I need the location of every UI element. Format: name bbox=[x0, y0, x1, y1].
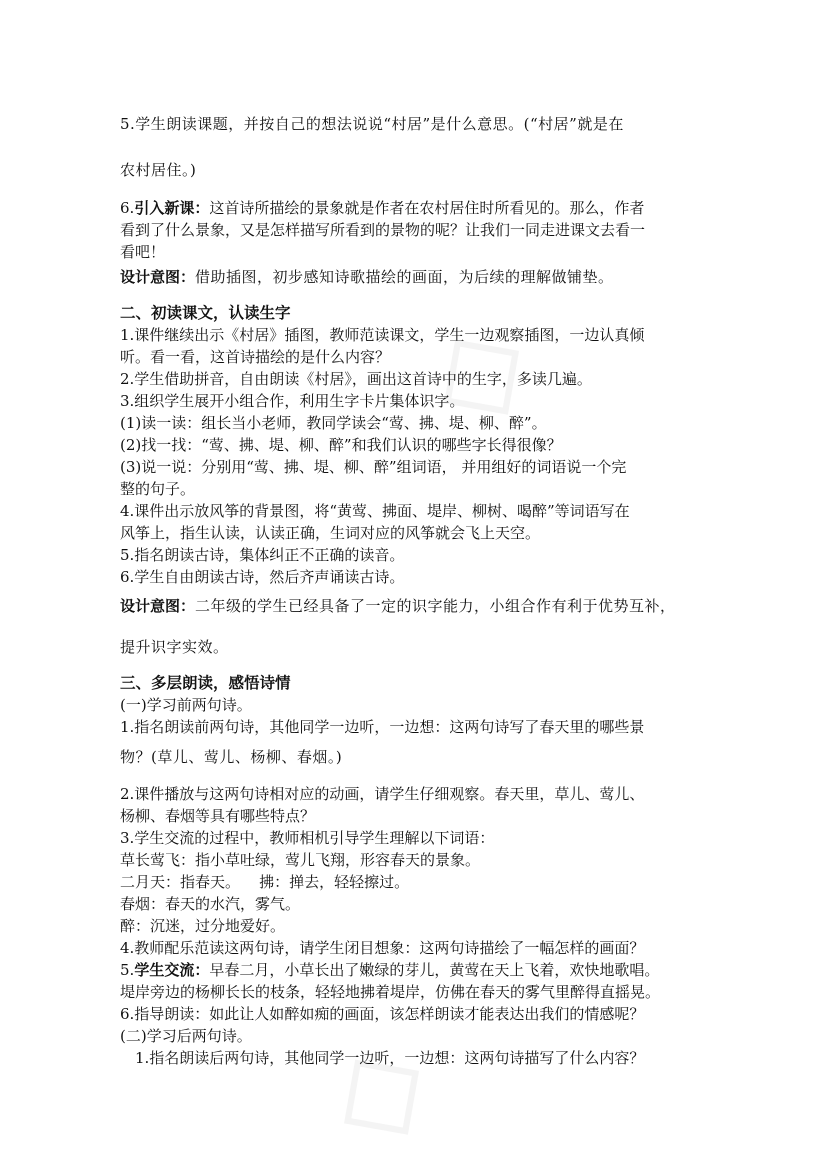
paragraph-line: 1.指名朗读前两句诗，其他同学一边听，一边想：这两句诗写了春天里的哪些景 bbox=[120, 718, 645, 736]
paragraph-line: 5.指名朗读古诗，集体纠正不正确的读音。 bbox=[120, 546, 405, 564]
paragraph-line: 醉：沉迷，过分地爱好。 bbox=[120, 917, 286, 935]
paragraph-line: 堤岸旁边的杨柳长长的枝条，轻轻地拂着堤岸，仿佛在春天的雾气里醉得直摇晃。 bbox=[120, 983, 661, 1001]
design-intent-line bbox=[120, 595, 720, 617]
paragraph-line: 物？(草儿、莺儿、杨柳、春烟。) bbox=[120, 748, 343, 766]
paragraph-line: 看吧！ bbox=[120, 243, 166, 261]
bold-label: 设计意图： bbox=[120, 268, 196, 286]
paragraph-line: 草长莺飞：指小草吐绿，莺儿飞翔，形容春天的景象。 bbox=[120, 851, 481, 869]
paragraph-line bbox=[120, 959, 720, 981]
paragraph-line: 看到了什么景象，又是怎样描写所看到的景物的呢？让我们一同走进课文去看一 bbox=[120, 221, 646, 239]
paragraph-line: (1)读一读：组长当小老师，教同学读会“莺、拂、堤、柳、醉”。 bbox=[120, 414, 547, 432]
paragraph-line: 春烟：春天的水汽，雾气。 bbox=[120, 895, 301, 913]
paragraph-line: 1.课件继续出示《村居》插图，教师范读课文，学生一边观察插图，一边认真倾 bbox=[120, 326, 645, 344]
paragraph-line: 提升识字实效。 bbox=[120, 638, 229, 656]
section-heading: 二、初读课文，认读生字 bbox=[120, 304, 291, 322]
paragraph-line: 2.课件播放与这两句诗相对应的动画，请学生仔细观察。春天里，草儿、莺儿、 bbox=[120, 785, 645, 803]
paragraph-line: (一)学习前两句诗。 bbox=[120, 696, 252, 714]
paragraph-line: (二)学习后两句诗。 bbox=[120, 1027, 252, 1045]
paragraph-line: 4.教师配乐范读这两句诗，请学生闭目想象：这两句诗描绘了一幅怎样的画面？ bbox=[120, 939, 645, 957]
item-number: 5. bbox=[120, 961, 135, 979]
bold-label: 引入新课： bbox=[134, 199, 210, 217]
paragraph-line: 2.学生借助拼音，自由朗读《村居》，画出这首诗中的生字，多读几遍。 bbox=[120, 370, 592, 388]
paragraph-line: 听。看一看，这首诗描绘的是什么内容？ bbox=[120, 348, 391, 366]
paragraph-line: 3.学生交流的过程中，教师相机引导学生理解以下词语： bbox=[120, 829, 495, 847]
paragraph-line: 6.指导朗读：如此让人如醉如痴的画面，该怎样朗读才能表达出我们的情感呢？ bbox=[120, 1005, 645, 1023]
paragraph-line: 4.课件出示放风筝的背景图，将“黄莺、拂面、堤岸、柳树、喝醉”等词语写在 bbox=[120, 502, 630, 520]
paragraph-line: 1.指名朗读后两句诗，其他同学一边听，一边想：这两句诗描写了什么内容？ bbox=[135, 1049, 645, 1067]
line-text: 这首诗所描绘的景象就是作者在农村居住时所看见的。那么，作者 bbox=[209, 199, 645, 217]
design-intent-line bbox=[120, 266, 720, 288]
paragraph-line: 风筝上，指生认读，认读正确，生词对应的风筝就会飞上天空。 bbox=[120, 524, 541, 542]
paragraph-line: 6.学生自由朗读古诗，然后齐声诵读古诗。 bbox=[120, 568, 405, 586]
paragraph-line: 农村居住。) bbox=[120, 161, 197, 179]
paragraph-line bbox=[120, 197, 720, 219]
line-text: 早春二月，小草长出了嫩绿的芽儿，黄莺在天上飞着，欢快地歌唱。 bbox=[209, 961, 660, 979]
paragraph-line: 3.组织学生展开小组合作，利用生字卡片集体识字。 bbox=[120, 392, 465, 410]
line-text: 借助插图，初步感知诗歌描绘的画面，为后续的理解做铺垫。 bbox=[195, 268, 614, 286]
paragraph-line: 5.学生朗读课题，并按自己的想法说说“村居”是什么意思。(“村居”就是在 bbox=[120, 115, 624, 133]
bold-label: 设计意图： bbox=[120, 597, 196, 615]
item-number: 6. bbox=[120, 199, 135, 217]
line-text: 二年级的学生已经具备了一定的识字能力，小组合作有利于优势互补， bbox=[195, 597, 676, 615]
paragraph-line: 杨柳、春烟等具有哪些特点？ bbox=[120, 807, 316, 825]
section-heading: 三、多层朗读，感悟诗情 bbox=[120, 674, 291, 692]
paragraph-line: 二月天：指春天。 拂：掸去，轻轻擦过。 bbox=[120, 873, 410, 891]
paragraph-line: (2)找一找：“莺、拂、堤、柳、醉”和我们认识的哪些字长得很像？ bbox=[120, 436, 562, 454]
paragraph-line: (3)说一说：分别用“莺、拂、堤、柳、醉”组词语， 并用组好的词语说一个完 bbox=[120, 458, 627, 476]
paragraph-line: 整的句子。 bbox=[120, 480, 196, 498]
bold-label: 学生交流： bbox=[134, 961, 210, 979]
